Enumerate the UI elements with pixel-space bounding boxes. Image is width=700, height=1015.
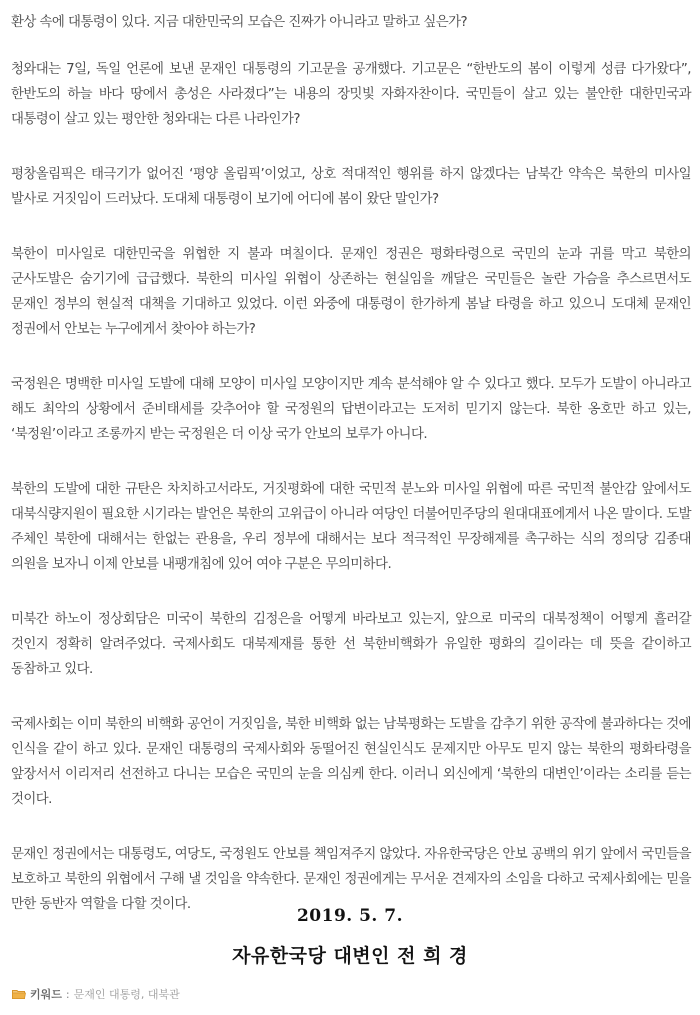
- paragraph-intro: 환상 속에 대통령이 있다. 지금 대한민국의 모습은 진짜가 아니라고 말하고 싶은가?: [11, 15, 468, 30]
- paragraph-4: 북한이 미사일로 대한민국을 위협한 지 불과 며칠이다. 문재인 정권은 평화타령으로 국민의 눈과 귀를 막고 북한의 군사도발은 숨기기에 급급했다. 북한의 미사일 위협이 상존하는 현실임을 깨달은 국민들은 놀란 가슴을 추스르면서도 문재인 정부의 현실적 대책을 기대하고 있었다. 이런 와중에 대통령이 한가하게 봄날 타령을 하고 있으니 도대체 문재인 정권에서 안보는 누구에게서 찾아야 하는가?: [11, 247, 691, 337]
- paragraph-2: 청와대는 7일, 독일 언론에 보낸 문재인 대통령의 기고문을 공개했다. 기고문은 “한반도의 봄이 이렇게 성큼 다가왔다”, 한반도의 하늘 바다 땅에서 총성은 사라졌다”는 내용의 장밋빛 자화자찬이다. 국민들이 살고 있는 불안한 대한민국과 대통령이 살고 있는 평안한 청와대는 다른 나라인가?: [11, 62, 691, 127]
- paragraph-8: 국제사회는 이미 북한의 비핵화 공언이 거짓임을, 북한 비핵화 없는 남북평화는 도발을 감추기 위한 공작에 불과하다는 것에 인식을 같이 하고 있다. 문재인 대통령의 국제사회와 동떨어진 현실인식도 문제지만 아무도 믿지 않는 북한의 평화타령을 앞장서서 이리저리 선전하고 다니는 모습은 국민의 눈을 의심케 한다. 이러니 외신에게 ‘북한의 대변인’이라는 소리를 듣는 것이다.: [11, 717, 691, 807]
- spokesperson-signature: 자유한국당 대변인 전 희 경: [232, 945, 468, 967]
- paragraph-6: 북한의 도발에 대한 규탄은 차치하고서라도, 거짓평화에 대한 국민적 분노와 미사일 위협에 따른 국민적 불안감 앞에서도 대북식량지원이 필요한 시기라는 발언은 북한의 고위급이 아니라 여당인 더불어민주당의 원대대표에게서 나온 말이다. 도발 주체인 북한에 대해서는 한없는 관용을, 우리 정부에 대해서는 보다 적극적인 무장해제를 촉구하는 식의 정의당 김종대 의원을 보자니 이제 안보를 내팽개침에 있어 여야 구분은 무의미하다.: [11, 482, 691, 572]
- keywords-separator: :: [65, 987, 70, 1001]
- keywords-bar: [12, 986, 180, 1002]
- paragraph-5: 국정원은 명백한 미사일 도발에 대해 모양이 미사일 모양이지만 계속 분석해야 알 수 있다고 했다. 모두가 도발이 아니라고 해도 최악의 상황에서 준비태세를 갖추어야 할 국정원의 답변이라고는 도저히 믿기지 않는다. 북한 옹호만 하고 있는, ‘북정원’이라고 조롱까지 받는 국정원은 더 이상 국가 안보의 보루가 아니다.: [11, 377, 691, 442]
- folder-icon: [12, 989, 26, 999]
- keywords-label: 키워드: [30, 988, 62, 1001]
- article-body: [11, 10, 691, 947]
- paragraph-3: 평창올림픽은 태극기가 없어진 ‘평양 올림픽’이었고, 상호 적대적인 행위를 하지 않겠다는 남북간 약속은 북한의 미사일 발사로 거짓임이 드러났다. 도대체 대통령이 보기에 어디에 봄이 왔단 말인가?: [11, 167, 691, 207]
- statement-date: 2019. 5. 7.: [296, 906, 404, 926]
- paragraph-7: 미북간 하노이 정상회담은 미국이 북한의 김정은을 어떻게 바라보고 있는지, 앞으로 미국의 대북정책이 어떻게 흘러갈 것인지 정확히 알려주었다. 국제사회도 대북제재를 통한 선 북한비핵화가 유일한 평화의 길이라는 데 뜻을 같이하고 동참하고 있다.: [11, 612, 691, 677]
- keywords-value[interactable]: 문재인 대통령, 대북관: [73, 988, 180, 1001]
- paragraph-9: 문재인 정권에서는 대통령도, 여당도, 국정원도 안보를 책임져주지 않았다. 자유한국당은 안보 공백의 위기 앞에서 국민들을 보호하고 북한의 위협에서 구해 낼 것임을 약속한다. 문재인 정권에게는 무서운 견제자의 소임을 다하고 국제사회에는 믿을 만한 동반자 역할을 다할 것이다.: [11, 847, 691, 912]
